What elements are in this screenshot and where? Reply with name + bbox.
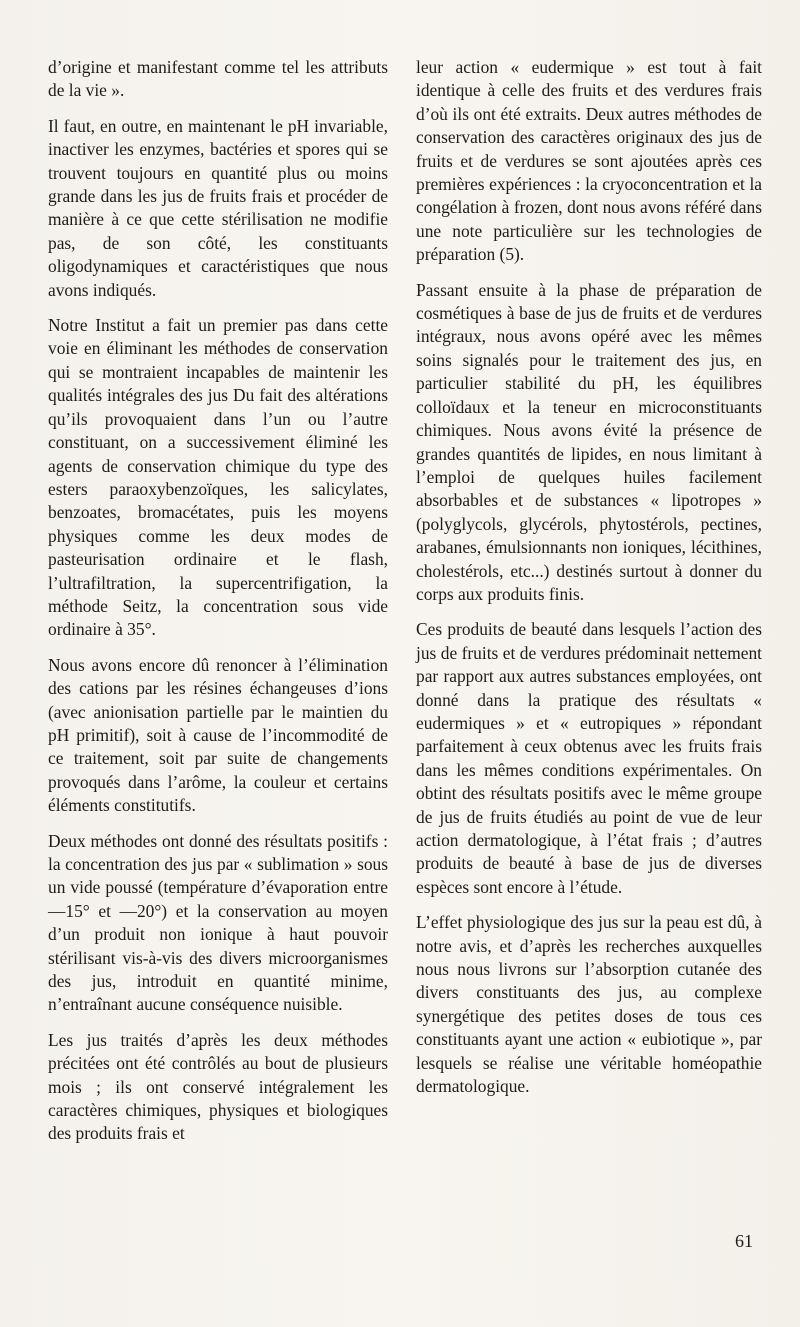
paragraph: Les jus traités d’après les deux méthodes précitées ont été contrôlés au bout de plusieurs mois ; ils ont conservé intégralement les caractères chimiques, physiques et biologiques des produits frais et bbox=[48, 1029, 388, 1144]
paragraph: L’effet physiologique des jus sur la peau est dû, à notre avis, et d’après les recherches auxquelles nous nous livrons sur l’absorption cutanée des divers constituants des jus, au complexe synergétique des petites doses de tous ces constituants ayant une action « eubiotique », par lesquels se réalise une véritable homéopathie dermatologique. bbox=[416, 912, 762, 1097]
paragraph: Nous avons encore dû renoncer à l’élimination des cations par les résines échangeuses d’ions (avec anionisation partielle par le maintien du pH primitif), soit à cause de l’incommodité de ce traitement, soit par suite de changements provoqués dans l’arôme, la couleur et certains éléments constitutifs. bbox=[48, 654, 388, 816]
right-column bbox=[416, 56, 762, 1110]
paragraph: Notre Institut a fait un premier pas dans cette voie en éliminant les méthodes de conservation qui se montraient incapables de maintenir les qualités intégrales des jus Du fait des altérations qu’ils provoquaient dans l’un ou l’autre constituant, on a successivement éliminé les agents de conservation chimique du type des esters paraoxybenzoïques, les salicylates, benzoates, bromacétates, puis les moyens physiques comme les deux modes de pasteurisation ordinaire et le flash, l’ultrafiltration, la supercentrifigation, la méthode Seitz, la concentration sous vide ordinaire à 35°. bbox=[48, 315, 388, 640]
page-number: 61 bbox=[735, 1231, 753, 1251]
paragraph: leur action « eudermique » est tout à fait identique à celle des fruits et des verdures frais d’où ils ont été extraits. Deux autres méthodes de conservation des caractères originaux des jus de fruits et de verdures se sont ajoutées après ces premières expériences : la cryoconcentration et la congélation à frozen, dont nous avons référé dans une note particulière sur les technologies de préparation (5). bbox=[416, 57, 762, 265]
left-column bbox=[48, 56, 388, 1158]
paragraph: Deux méthodes ont donné des résultats positifs : la concentration des jus par « sublimation » sous un vide poussé (température d’évaporation entre —15° et —20°) et la conservation au moyen d’un produit non ionique à haut pouvoir stérilisant vis-à-vis des divers microorganismes des jus, introduit en quantité minime, n’entraînant aucune conséquence nuisible. bbox=[48, 830, 388, 1015]
paragraph: Il faut, en outre, en maintenant le pH invariable, inactiver les enzymes, bactéries et spores qui se trouvent toujours en quantité plus ou moins grande dans les jus de fruits frais et procéder de manière à ce que cette stérilisation ne modifie pas, de son côté, les constituants oligodynamiques et caractéristiques que nous avons indiqués. bbox=[48, 115, 388, 300]
paragraph: Ces produits de beauté dans lesquels l’action des jus de fruits et de verdures prédominait nettement par rapport aux autres substances employées, ont donné dans la pratique des résultats « eudermiques » et « eutropiques » répondant parfaitement à ceux obtenus avec les fruits frais dans les mêmes conditions expérimentales. On obtint des résultats positifs avec le même groupe de jus de fruits étudiés au point de vue de leur action dermatologique, à l’état frais ; d’autres produits de beauté à base de jus de diverses espèces sont encore à l’étude. bbox=[416, 619, 762, 897]
paragraph: Passant ensuite à la phase de préparation de cosmétiques à base de jus de fruits et de verdures intégraux, nous avons opéré avec les mêmes soins signalés pour le traitement des jus, en particulier stabilité du pH, les équilibres colloïdaux et la teneur en microconstituants chimiques. Nous avons évité la présence de grandes quantités de lipides, en nous limitant à l’emploi de quelques huiles facilement absorbables et de substances « lipotropes » (polyglycols, glycérols, phytostérols, pectines, arabanes, émulsionnants non ioniques, lécithines, cholestérols, etc...) destinés surtout à donner du corps aux produits finis. bbox=[416, 279, 762, 604]
paragraph: d’origine et manifestant comme tel les attributs de la vie ». bbox=[48, 57, 388, 101]
